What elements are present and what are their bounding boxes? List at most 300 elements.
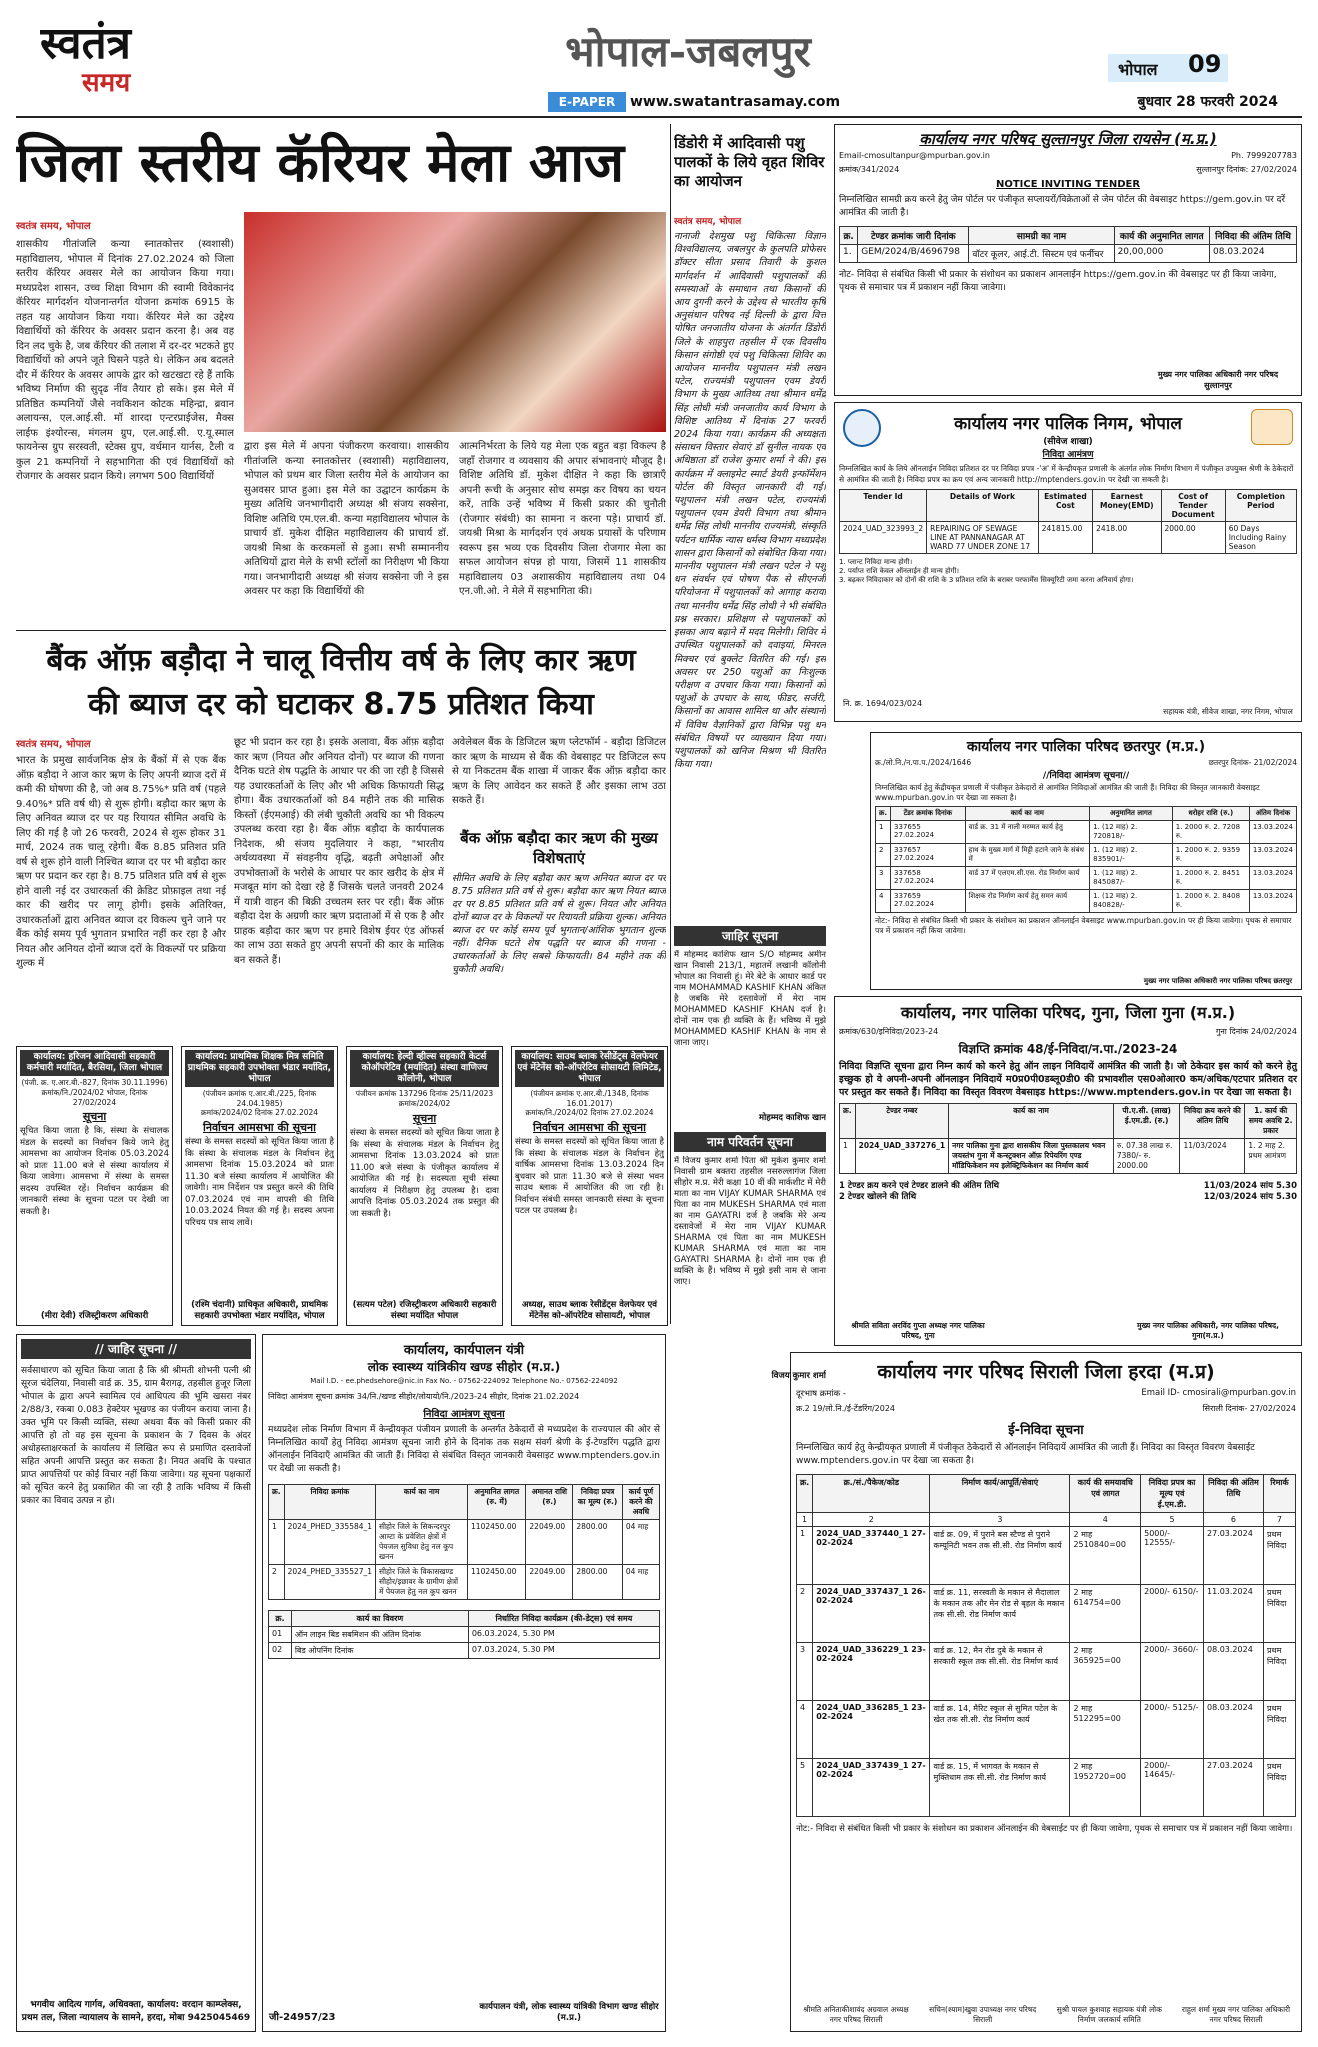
cell: 2 माह 365925=00 xyxy=(1070,1643,1141,1701)
coop-heading: सूचना xyxy=(412,1112,437,1125)
tender-table xyxy=(875,806,1297,913)
th: क्र. xyxy=(876,807,891,821)
table-row xyxy=(269,1627,660,1643)
name-change-notice xyxy=(674,1132,826,1386)
coop-title: कार्यालय: हरिजन आदिवासी सहकारी कर्मचारी मर्यादित, बैरसिया, जिला भोपाल xyxy=(20,1050,169,1076)
cell: 08.03.2024 xyxy=(1203,1701,1263,1759)
tender-chhatarpur xyxy=(870,732,1302,990)
tender-table xyxy=(268,1484,660,1600)
th-sr: क्र. xyxy=(269,1485,285,1520)
coop-body: संस्था के समस्त सदस्यों को सूचित किया जाता है कि संस्था के संचालक मंडल के निर्वाचन हेतु आमसभा दिनांक 13.03.2024 को प्रातः 11.00 बजे संस्था के पंजीकृत कार्यालय में आयोजित की गई है। सदस्यता सूची संस्था कार्यालय में निरीक्षण हेतु उपलब्ध है। दावा आपत्ति दिनांक 05.03.2024 तक प्रस्तुत की जा सकती है। xyxy=(350,1128,499,1219)
th-work: कार्य का नाम xyxy=(376,1485,468,1520)
table-row xyxy=(269,1520,660,1565)
cell: 5000/- 12555/- xyxy=(1141,1527,1204,1585)
cell: 60 Days Including Rainy Season xyxy=(1225,522,1296,554)
cell: 2024_UAD_336229_1 23-02-2024 xyxy=(813,1643,930,1701)
features-text: सीमित अवधि के लिए बड़ौदा कार ऋण अनियत ब्याज दर पर 8.75 प्रतिशत प्रति वर्ष से शुरू। बड़ौदा कार ऋण नियत ब्याज दर पर 8.85 प्रतिशत प्रति वर्ष से शुरू। नियत और अनियत दोनों ब्याज दर के विकल्पों पर रियायती प्रक्रिया शुल्क। अनियत ब्याज दर पर कोई समय पूर्व भुगतान/आंशिक भुगतान शुल्क नहीं। दैनिक घटते शेष पद्धति पर ब्याज की गणना - उधारकर्ताओं के लिए सबसे किफायती। 84 महीने तक की चुकौती अवधि। xyxy=(452,873,666,975)
cell: 04 माह xyxy=(622,1520,659,1565)
cell: 08.03.2024 xyxy=(1210,245,1297,263)
coop-reg: (पंजीयन क्रमांक ए.आर.बी./1348, दिनांक 16.01.2017) xyxy=(530,1089,649,1108)
tender-intro: निम्नलिखित सामग्री क्रय करने हेतु जेम पोर्टल पर पंजीकृत सप्लायरों/विक्रेताओं से जेम पोर्टल की वेबसाइट https://gem.gov.in पर दरें आमंत्रित की जाती है। xyxy=(839,195,1286,218)
cell: 2024_PHED_335584_1 xyxy=(284,1520,375,1565)
th: Details of Work xyxy=(927,490,1039,522)
story-col-3: अवेलेबल बैंक के डिजिटल ऋण प्लेटफॉर्म - बड़ौदा डिजिटल कार ऋण के माध्यम से बैंक की वेबसाइट पर डिजिटल रूप से या निकटतम बैंक शाखा में जाकर बैंक ऑफ़ बड़ौदा कार ऋण के लिए आवेदन कर सकते हैं और इसका लाभ उठा सकते हैं। xyxy=(452,737,666,806)
office-title: कार्यालय नगर पालिक निगम, भोपाल xyxy=(954,414,1182,434)
th: कार्य की अनुमानित लागत xyxy=(1114,227,1209,245)
headline: जिला स्तरीय कॅरियर मेला आज xyxy=(16,131,625,194)
coop-ref: क्रमांक/2024/02 xyxy=(398,1099,451,1108)
cell: 4 xyxy=(876,890,891,913)
notice-text: मैं विजय कुमार शर्मा पिता श्री मुकेश कुमार शर्मा निवासी ग्राम बक्तरा तहसील नसरुल्लागंज जिला सीहोर म.प्र. मेरी कक्षा 10 वीं की मार्कशीट में मेरी माता का नाम VIJAY KUMAR SHARMA एवं पिता का नाम MUKESH SHARMA एवं माता का नाम GAYATRI दर्ज है जबकि मेरे अन्य दस्तावेजों में मेरा नाम VIJAY KUMAR SHARMA एवं पिता का नाम MUKESH KUMAR SHARMA एवं माता का नाम GAYATRI SHARMA है। दोनों नाम एक ही व्यक्ति के हैं। भविष्य में मुझे इसी नाम से जाना जाए। xyxy=(674,1156,826,1287)
cell: 1. 2000 रु. 2. 8451 रु. xyxy=(1172,867,1249,890)
story-career-fair xyxy=(16,124,666,624)
coop-notice-1 xyxy=(16,1046,173,1326)
table-row xyxy=(876,890,1297,913)
cell: 2800.00 xyxy=(573,1520,622,1565)
coop-ref: क्रमांक/नि./2024/02 दिनांक 27.02.2024 xyxy=(525,1108,654,1117)
cell: GEM/2024/B/4696798 xyxy=(858,245,969,263)
th-tender-no: निविदा क्रमांक xyxy=(284,1485,375,1520)
th: निर्माण कार्य/आपूर्ति/सेवाएं xyxy=(930,1475,1070,1513)
table-row xyxy=(876,867,1297,890)
th: कार्य की समयावधि एवं लागत xyxy=(1070,1475,1141,1513)
cell: 06.03.2024, 5.30 PM xyxy=(468,1627,659,1643)
cell: 13.03.2024 xyxy=(1249,890,1296,913)
cell: सीहोर जिले के सिकन्दरपुर आम्टा के प्रवेशित क्षेत्रों में पेयजल सुविधा हेतु नल कूप खनन xyxy=(376,1520,468,1565)
tender-heading: //निविदा आमंत्रण सूचना// xyxy=(1042,771,1130,781)
office-title: कार्यालय, कार्यपालन यंत्री xyxy=(403,1343,525,1358)
tender-ref: क्र./लो.नि./न.पा.प./2024/1646 xyxy=(875,758,972,767)
coop-sign: (मीरा देवी) रजिस्ट्रीकरण अधिकारी xyxy=(40,1311,149,1321)
col-num: 1 xyxy=(797,1513,813,1527)
tender-heading: ई-निविदा सूचना xyxy=(1008,1423,1084,1438)
cell: 2000.00 xyxy=(1161,522,1225,554)
cell: प्रथम निविदा xyxy=(1263,1643,1295,1701)
note-2: 2. पर्याप्त राशि केवल ऑनलाईन ही मान्य होगी। xyxy=(839,567,960,575)
th: टेंडर क्रमांक दिनांक xyxy=(891,807,966,821)
cell: वार्ड क्र. 09, में पुराने बस स्टैण्ड से पुराने कम्यूनिटी भवन तक सी.सी. रोड निर्माण कार्य xyxy=(930,1527,1070,1585)
th: Completion Period xyxy=(1225,490,1296,522)
cell: 2800.00 xyxy=(573,1565,622,1600)
note-1: 1. प्लान्ट निविदा मान्य होगी। xyxy=(839,558,913,566)
th: टेण्डर नम्बर xyxy=(855,1104,949,1139)
cell: 20,00,000 xyxy=(1114,245,1209,263)
office-title: कार्यालय नगर परिषद सिराली जिला हरदा (म.प्र) xyxy=(877,1361,1215,1383)
tender-heading: विज्ञप्ति क्रमांक 48/ई-निविदा/न.पा./2023-24 xyxy=(958,1042,1178,1056)
coop-title: कार्यालय: प्राथमिक शिक्षक मित्र समिति प्राथमिक सहकारी उपभोक्ता भंडार मर्यादित, भोपाल xyxy=(185,1050,334,1087)
sign-right: मुख्य नगर पालिका अधिकारी, नगर पालिका परिषद, गुना(म.प्र.) xyxy=(1137,1321,1279,1340)
cell: सीहोर जिले के विकासखण्ड सीहोर/इछावर के ग्रामीण क्षेत्रों में पेयजल हेतु नल कूप खनन xyxy=(376,1565,468,1600)
cell: नगर पालिका गुना द्वारा शासकीय जिला पुस्तकालय भवन जयस्तंभ गुना में कन्स्ट्रक्शन ऑफ़ रिपेयरिंग एण्ड मॉडिफिकेशन मय इलेक्ट्रिफिकेशन का निर्माण कार्य xyxy=(949,1139,1114,1174)
th: कार्य का नाम xyxy=(965,807,1090,821)
table-row xyxy=(876,844,1297,867)
tender-ref: निविदा आमंत्रण सूचना क्रमांक 34/नि./खण्ड सीहोर/लोयायो/नि./2023-24 सीहोर, दिनांक 21.02.2024 xyxy=(268,1392,580,1401)
th: क्र./सं./पैकेज/कोड xyxy=(813,1475,930,1513)
table-row xyxy=(269,1643,660,1659)
coop-reg: (पंजीयन क्रमांक ए.आर.बी./225, दिनांक 24.04.1985) xyxy=(202,1089,317,1108)
epaper-label: E-PAPER xyxy=(548,92,626,112)
col-num: 3 xyxy=(930,1513,1070,1527)
city-label: भोपाल xyxy=(1118,60,1158,79)
th: Cost of Tender Document xyxy=(1161,490,1225,522)
cell: बिड ओपनिंग दिनांक xyxy=(291,1643,468,1659)
cell: 2000/- 14645/- xyxy=(1141,1759,1204,1817)
cell: REPAIRING OF SEWAGE LINE AT PANNANAGAR AT WARD 77 UNDER ZONE 17 xyxy=(927,522,1039,554)
tender-heading: निविदा आमंत्रण सूचना xyxy=(423,1409,505,1420)
table-row xyxy=(797,1701,1296,1759)
th: धरोहर राशि (रु.) xyxy=(1172,807,1249,821)
th: पी.ए.सी. (लाख) ई.एम.डी. (रु.) xyxy=(1113,1104,1180,1139)
cell: 2024_PHED_335527_1 xyxy=(284,1565,375,1600)
cell: 07.03.2024, 5.30 PM xyxy=(468,1643,659,1659)
tender-note: नोट- निविदा से संबंधित किसी भी प्रकार के संशोधन का प्रकाशन आनलाईन https://gem.gov.in की वेबसाइट पर ही किया जावेगा, पृथक से समाचार पत्र में प्रकाशन नहीं किया जावेगा। xyxy=(839,270,1277,293)
notice-title: जाहिर सूचना xyxy=(674,926,826,946)
cell: 337655 27.02.2024 xyxy=(891,821,966,844)
cell: 3 xyxy=(797,1643,813,1701)
coop-ref: क्रमांक/नि./2024/02 भोपाल, दिनांक 27/02/2024 xyxy=(41,1088,148,1107)
cell: 13.03.2024 xyxy=(1249,821,1296,844)
anniversary-icon xyxy=(1251,409,1293,445)
tender-table xyxy=(796,1474,1296,1817)
masthead xyxy=(0,0,1318,118)
cell: 2 माह 614754=00 xyxy=(1070,1585,1141,1643)
coop-sign: (सत्यम पटेल) रजिस्ट्रीकरण अधिकारी सहकारी संस्था मर्यादित भोपाल xyxy=(352,1300,497,1321)
tender-table xyxy=(839,1103,1297,1174)
table-row xyxy=(876,821,1297,844)
cell: 2 माह 1952720=00 xyxy=(1070,1759,1141,1817)
tender-heading: NOTICE INVITING TENDER xyxy=(995,179,1141,190)
cell: 08.03.2024 xyxy=(1203,1643,1263,1701)
tender-intro: निम्नलिखित कार्य हेतु केन्द्रीयकृत प्रणाली में पंजीकृत ठेकेदारों से ऑनलाईन निविदायें आमंत्रित की जाती हैं। निविदा का विस्तृत विवरण वेबसाईट www.mptenders.gov.in पर देखा जा सकता है। xyxy=(796,1443,1255,1466)
cell: 1 xyxy=(840,1139,856,1174)
headline: डिंडोरी में आदिवासी पशु पालकों के लिये वृहत शिविर का आयोजन xyxy=(674,134,825,190)
cell: 2 xyxy=(876,844,891,867)
cell: शिक्षक रोड निर्माण कार्य हेतु समन कार्य xyxy=(965,890,1090,913)
tender-date: गुना दिनांक 24/02/2024 xyxy=(1215,1027,1297,1036)
tender-guna xyxy=(834,996,1302,1346)
story-divider xyxy=(16,630,666,631)
cell: 1 xyxy=(876,821,891,844)
coop-heading: निर्वाचन आमसभा की सूचना xyxy=(202,1121,316,1134)
note-3: 3. बढ़कर निविदाकार को दोनों की राशि के 3 प्रतिशत राशि के बराबर परफार्मेंस सिक्यूरिटी जमा करना अनिवार्य होगा। xyxy=(839,576,1134,584)
features-box xyxy=(452,828,666,1038)
notice-text: सर्वसाधारण को सूचित किया जाता है कि श्री श्रीमती शोभनी पत्नी श्री सूरज चंदेलिया, निवासी वार्ड क्र. 35, ग्राम बैरागढ़, तहसील हुजूर जिला भोपाल के द्वारा अपने स्वामित्व एवं आधिपत्य की भूमि खसरा नंबर 2/88/3, रकबा 0.083 हेक्टेयर भूखण्ड का पंजीयन कराया जाना है। उक्त भूमि पर किसी व्यक्ति, संस्था अथवा बैंक को किसी प्रकार की आपत्ति हो तो वह इस सूचना के प्रकाशन के 7 दिवस के अंदर अधोहस्ताक्षरकर्ता के कार्यालय में लिखित रूप से प्रमाणित दस्तावेजों सहित अपनी आपत्ति प्रस्तुत कर सकता है। नियत अवधि के पश्चात प्राप्त आपत्तियों पर कोई विचार नहीं किया जावेगा। यह सूचना पक्षकारों को सूचित करने हेतु प्रकाशित की जा रही है ताकि भविष्य में किसी प्रकार का विवाद उत्पन्न न हो। xyxy=(21,1366,251,1506)
tender-intro: निम्नलिखित कार्य के लिये ऑनलाईन निविदा प्रतिशत दर पर निविदा प्रपत्र -'अ' में केन्द्रीयकृत प्रणाली के अंतर्गत लोक निर्माण विभाग में पंजीकृत उपयुक्त श्रेणी के ठेकेदारों से आमंत्रित की जाती है। निविदा प्रपत्र का क्रय एवं अन्य जानकारी http://mptenders.gov.in पर देखी जा सकती है। xyxy=(839,464,1294,484)
sign-left: श्रीमति सविता अरविंद गुप्ता अध्यक्ष नगर पालिका परिषद, गुना xyxy=(851,1321,985,1340)
tender-table xyxy=(839,226,1297,263)
issue-date: बुधवार 28 फरवरी 2024 xyxy=(1137,94,1278,110)
notice-text: मैं मोहम्मद काशिफ खान S/O मोहम्मद अमीन खान निवासी 213/1, महातमें लखानी कॉलोनी भोपाल का निवासी हूं। मेरे बेटे के आधार कार्ड पर नाम MOHAMMAD KASHIF KHAN अंकित है जबकि मेरे दस्तावेजों में मेरा नाम MOHAMMED KASHIF KHAN दर्ज है। दोनों नाम एक ही व्यक्ति के हैं। भविष्य में मुझे MOHAMMED KASHIF KHAN के नाम से जाना जाए। xyxy=(674,950,826,1048)
bmc-logo-icon xyxy=(843,409,881,447)
sign-3: सुश्री पायल कुशवाह सहायक यंत्री लोक निर्माण जलकार्य समिति xyxy=(1056,2005,1162,2024)
th: निविदा की अंतिम तिथि xyxy=(1203,1475,1263,1513)
cell: 1. (12 माह) 2. 840828/- xyxy=(1090,890,1173,913)
th: सामग्री का नाम xyxy=(969,227,1114,245)
tender-intro: निम्नलिखित कार्य हेतु केंद्रीयकृत प्रणाली में पंजीकृत ठेकेदारों से आमंत्रित निविदाओं आमंत्रित की जाती हैं। निविदा की विस्तृत जानकारी वेबसाइट www.mpurban.gov.in पर देखा जा सकता है। xyxy=(875,783,1260,802)
cell: 3 xyxy=(876,867,891,890)
cell: वार्ड क्र. 12, मैन रोड दुबे के मकान से सरकारी स्कूल तक सी.सी. रोड निर्माण कार्य xyxy=(930,1643,1070,1701)
cell: 1. (12 माह) 2. 720818/- xyxy=(1090,821,1173,844)
tender-ref: क्र.2 19/लो.नि./ई-टेंडरिंग/2024 xyxy=(796,1404,896,1413)
cell: 1. 2000 रु. 2. 8408 रु. xyxy=(1172,890,1249,913)
office-phone: Ph. 7999207783 xyxy=(1231,151,1297,160)
cell: वार्ड क्र. 14, मैरिट स्कूल से सुमित पटेल के खेत तक सी.सी. रोड निर्माण कार्य xyxy=(930,1701,1070,1759)
table-row xyxy=(269,1565,660,1600)
office-title: कार्यालय नगर पालिका परिषद छतरपुर (म.प्र.) xyxy=(966,739,1206,755)
cell: 1102450.00 xyxy=(468,1565,526,1600)
key-date-2-value: 12/03/2024 सांय 5.30 xyxy=(1203,1192,1297,1202)
coop-notices xyxy=(16,1046,668,1326)
th: अंतिम दिनांक xyxy=(1249,807,1296,821)
tender-intro: निविदा विज्ञप्ति सूचना द्वारा निम्न कार्य को करने हेतु ऑन लाइन निविदायें आमंत्रित की जाती है। जो ठेकेदार इस कार्य को करने हेतु इच्छुक हो वे अपनी-अपनी ऑनलाइन निविदायें म0प्र0पी0डब्लू0डी0 की प्रभावशील एस0ओआर0 कम/अधिक/एटपार प्रतिशत दर पर प्रस्तुत कर सकते हैं। निविदा का विस्तृत विवरण वेबसाइड https://www.mptenders.gov.in पर देखा जा सकता है। xyxy=(839,1061,1297,1098)
col-num: 2 xyxy=(813,1513,930,1527)
key-date-1-value: 11/03/2024 सांय 5.30 xyxy=(1203,1181,1297,1191)
cell: 22049.00 xyxy=(526,1520,573,1565)
office-sub: (सीवेज शाखा) xyxy=(1043,437,1093,447)
cell: 2000/- 5125/- xyxy=(1141,1701,1204,1759)
col-num: 6 xyxy=(1203,1513,1263,1527)
table-row xyxy=(797,1585,1296,1643)
th: Earnest Money(EMD) xyxy=(1093,490,1161,522)
th: क्र. xyxy=(840,227,858,245)
coop-heading: निर्वाचन आमसभा की सूचना xyxy=(532,1121,646,1134)
cell: 02 xyxy=(269,1643,292,1659)
cell: हाथ के मुख्य मार्ग में मिट्टी हटाने जाने के संबंध में xyxy=(965,844,1090,867)
logo-top: स्वतंत्र xyxy=(40,20,131,69)
table-row xyxy=(797,1643,1296,1701)
cell: 2000/- 6150/- xyxy=(1141,1585,1204,1643)
cell: 27.03.2024 xyxy=(1203,1527,1263,1585)
key-dates-table xyxy=(268,1610,660,1659)
byline: स्वतंत्र समय, भोपाल xyxy=(674,217,742,227)
th: Tender Id xyxy=(840,490,927,522)
edition-title: भोपाल-जबलपुर xyxy=(565,27,811,76)
coop-notice-4 xyxy=(511,1046,668,1326)
cell: 01 xyxy=(269,1627,292,1643)
coop-title: कार्यालय: साउथ ब्लाक रेसीडेंट्स वेलफेयर एवं मेंटेनेंस को-ऑपरेटिव सोसायटी लिमिटेड, भोपाल xyxy=(515,1050,664,1087)
story-dindori xyxy=(674,134,826,924)
th: टेण्डर क्रमांक जारी दिनांक xyxy=(858,227,969,245)
cell: 1. 2000 रु. 2. 9359 रु. xyxy=(1172,844,1249,867)
th: कार्य का नाम xyxy=(949,1104,1114,1139)
th: 1. कार्य की समय अवधि 2. प्रकार xyxy=(1245,1104,1297,1139)
story-col-1: भारत के प्रमुख सार्वजनिक क्षेत्र के बैंकों में से एक बैंक ऑफ़ बड़ौदा ने आज कार ऋण के लिए अपनी ब्याज दरों में कमी की घोषणा की है, जो अब 8.75%* प्रति वर्ष (पहले 9.40%* प्रति वर्ष थी) से शुरू होगी। बड़ौदा कार ऋण के लिए अनिवत ब्याज दर पर यह रियायत सीमित अवधि के लिए की गई है जो 26 फरवरी, 2024 से शुरू होकर 31 मार्च, 2024 तक चालू रहेगी। बैंक 8.85 प्रतिशत प्रति वर्ष से शुरू होने वाली निश्चित ब्याज दर पर भी बड़ौदा कार ऋण पर प्रदान कर रहा है। 8.75 प्रतिशत प्रति वर्ष से शुरू होने वाली नई दर उधारकर्ता की क्रेडिट प्रोफ़ाइल तथा नई कार की खरीद पर लागू होगी। इसके अतिरिक्त, उधारकर्ताओं द्वारा अनिवत ब्याज दर विकल्प चुने जाने पर बैंक कोई समय पूर्व भुगतान प्रभारित नहीं कर रहा है और नियत और अनियत दोनों ब्याज दरों के विकल्पों पर प्रक्रिया शुल्क में xyxy=(16,755,226,969)
table-row xyxy=(840,1139,1297,1174)
cell: 2 माह 2510840=00 xyxy=(1070,1527,1141,1585)
coop-reg: पंजीयन क्रमांक 137296 दिनांक 25/11/2023 xyxy=(355,1089,494,1098)
th: क्र. xyxy=(797,1475,813,1513)
tender-heading: निविदा आमंत्रण xyxy=(1042,450,1094,460)
table-row xyxy=(840,522,1297,554)
cell: 4 xyxy=(797,1701,813,1759)
th: रिमार्क xyxy=(1263,1475,1295,1513)
th: Estimated Cost xyxy=(1038,490,1092,522)
office-email: Email ID- cmosirali@mpurban.gov.in xyxy=(1141,1388,1296,1398)
coop-sign: (रश्मि चंदानी) प्राधिकृत अधिकारी, प्राथमिक सहकारी उपभोक्ता भंडार मर्यादित, भोपाल xyxy=(191,1300,328,1321)
byline: स्वतंत्र समय, भोपाल xyxy=(16,739,91,750)
office-email: Email-cmosultanpur@mpurban.gov.in xyxy=(839,151,990,160)
tender-ref: क्रमांक/341/2024 xyxy=(839,165,900,174)
th: क्र. xyxy=(840,1104,856,1139)
cell: 27.03.2024 xyxy=(1203,1759,1263,1817)
tender-sign: मुख्य नगर पालिका अधिकारी नगर परिषद सुल्तानपुर xyxy=(1157,370,1279,390)
office-title: कार्यालय, नगर पालिका परिषद, गुना, जिला गुना (म.प्र.) xyxy=(900,1003,1236,1022)
header-rule xyxy=(16,116,1302,118)
cell: रु. 07.38 लाख रु. 7380/- रु. 2000.00 xyxy=(1113,1139,1180,1174)
notice-title: नाम परिवर्तन सूचना xyxy=(674,1132,826,1152)
tender-sign: सहायक यंत्री, सीवेज शाखा, नगर निगम, भोपाल xyxy=(1163,707,1293,716)
col-num: 7 xyxy=(1263,1513,1295,1527)
cell: वॉटर कूलर, आई.टी. सिस्टम एवं फर्नीचर xyxy=(969,245,1114,263)
cell: 1 xyxy=(797,1527,813,1585)
coop-title: कार्यालय: हेल्दी व्हील्स सहकारी केटर्स कोऑपरेटिव (मर्यादित) संस्था वाणिज्य कॉलोनी, भोपाल xyxy=(350,1050,499,1087)
th-form: निविदा प्रपत्र का मूल्य (रु.) xyxy=(573,1485,622,1520)
cell: 337658 27.02.2024 xyxy=(891,867,966,890)
coop-notice-2 xyxy=(181,1046,338,1326)
features-title: बैंक ऑफ़ बड़ौदा कार ऋण की मुख्य विशेषताएं xyxy=(460,829,658,867)
public-notice-bottom xyxy=(16,1334,256,2032)
table-row xyxy=(840,245,1297,263)
cell: 2000/- 3660/- xyxy=(1141,1643,1204,1701)
notice-sign: भगवीय आदित्य गार्गव, अधिवक्ता, कार्यालय: वरदान काम्प्लेक्स, प्रथम तल, जिला न्यायालय के सामने, हरदा, मोबा 9425045469 xyxy=(21,2000,251,2023)
sign-4: राहुल शर्मा मुख्य नगर पालिका अधिकारी नगर परिषद सिराली xyxy=(1181,2005,1291,2024)
cell: 1. xyxy=(840,245,858,263)
cell: 2024_UAD_336285_1 23-02-2024 xyxy=(813,1701,930,1759)
office-subtitle: लोक स्वास्थ्य यांत्रिकीय खण्ड सीहोर (म.प्र.) xyxy=(367,1360,561,1374)
tender-sultanpur xyxy=(834,124,1302,396)
tender-date: सुल्तानपुर दिनांक: 27/02/2024 xyxy=(1196,165,1297,174)
th: निविदा क्रय करने की अंतिम तिथि xyxy=(1180,1104,1245,1139)
th-sr: क्र. xyxy=(269,1611,292,1627)
th-date: निर्धारित निविदा कार्यक्रम (की-डेट्स) एवं समय xyxy=(468,1611,659,1627)
tender-date: सिराली दिनांक- 27/02/2024 xyxy=(1202,1404,1296,1413)
th-desc: कार्य का विवरण xyxy=(291,1611,468,1627)
tender-date: छतरपुर दिनांक- 21/02/2024 xyxy=(1208,758,1297,767)
ad-code: जी-24957/23 xyxy=(269,2012,336,2023)
cell: प्रथम निविदा xyxy=(1263,1701,1295,1759)
cell: 2024_UAD_337276_1 xyxy=(855,1139,949,1174)
cell: 2 xyxy=(269,1565,285,1600)
cell: 04 माह xyxy=(622,1565,659,1600)
public-notice-mid xyxy=(674,926,826,1128)
cell: 22049.00 xyxy=(526,1565,573,1600)
cell: 2024_UAD_323993_2 xyxy=(840,522,927,554)
office-contact: Mail I.D. - ee.phedsehore@nic.in Fax No. - 07562-224092 Telephone No.- 07562-224092 xyxy=(310,1377,618,1385)
tender-ref: नि. क्र. 1694/023/024 xyxy=(843,699,923,708)
cell: 1. 2000 रु. 2. 7208 रु. xyxy=(1172,821,1249,844)
coop-body: संस्था के समस्त सदस्यों को सूचित किया जाता है कि संस्था के संचालक मंडल के निर्वाचन हेतु वार्षिक आमसभा दिनांक 13.03.2024 दिन बुधवार को प्रातः 11.30 बजे से संस्था भवन साउथ ब्लाक में आयोजित की जा रही है। निर्वाचन संबंधी समस्त जानकारी संस्था के सूचना पटल पर उपलब्ध है। xyxy=(515,1137,664,1216)
cell: 1. (12 माह) 2. 835901/- xyxy=(1090,844,1173,867)
headline-line-1: बैंक ऑफ़ बड़ौदा ने चालू वित्तीय वर्ष के लिए कार ऋण xyxy=(46,643,636,678)
coop-body: सूचित किया जाता है कि, संस्था के संचालक मंडल के सदस्यों का निर्वाचन किये जाने हेतु आमसभा का आयोजन दिनांक 05.03.2024 को प्रातः 11.00 बजे से संस्था कार्यालय में किया जावेगा। आमसभा में संस्था के समस्त सदस्य उपस्थित रहें। निर्वाचन कार्यक्रम की जानकारी संस्था के सूचना पटल पर देखी जा सकती है। xyxy=(20,1126,169,1217)
key-date-1-label: 1 टेण्डर क्रय करने एवं टेण्डर डालने की अंतिम तिथि xyxy=(839,1181,1000,1191)
cell: प्रथम निविदा xyxy=(1263,1585,1295,1643)
cell: 1102450.00 xyxy=(468,1520,526,1565)
coop-ref: क्रमांक/2024/02 दिनांक 27.02.2024 xyxy=(200,1108,319,1117)
th-emd: अमानत राशि (रु.) xyxy=(526,1485,573,1520)
cell: 2024_UAD_337437_1 26-02-2024 xyxy=(813,1585,930,1643)
tender-sign: मुख्य नगर पालिका अधिकारी नगर पालिका परिषद छतरपुर xyxy=(1143,977,1293,985)
tender-note: नोट:- निविदा से संबंधित किसी भी प्रकार के संशोधन का प्रकाशन ऑनलाईन की वेबसाईट पर ही किया जावेगा, पृथक से समाचार पत्र में प्रकाशन नहीं किया जावेगा। xyxy=(796,1824,1293,1834)
th-period: कार्य पूर्ण करने की अवधि xyxy=(622,1485,659,1520)
tender-sirali xyxy=(790,1352,1302,2032)
cell: 241815.00 xyxy=(1038,522,1092,554)
tender-bhopal-nagar-nigam xyxy=(834,402,1302,722)
coop-sign: अध्यक्ष, साउथ ब्लाक रेसीडेंट्स वेलफेयर एवं मेंटेनेंस को-ऑपरेटिव सोसायटी, भोपाल xyxy=(521,1300,658,1321)
office-title: कार्यालय नगर परिषद सुल्तानपुर जिला रायसेन (म.प्र.) xyxy=(919,130,1217,148)
office-phone: दूरभाष क्रमांक - xyxy=(796,1389,846,1399)
cell: 2 xyxy=(797,1585,813,1643)
tender-body: मध्यप्रदेश लोक निर्माण विभाग में केन्द्रीयकृत पंजीयन प्रणाली के अन्तर्गत ठेकेदारों से मध्यप्रदेश के राज्यपाल की ओर से निम्नलिखित कार्यों हेतु निविदा आमंत्रण सूचना जारी होने के दिनांक तक सक्षम संवर्ग श्रेणी के ई-टेण्डरिंग पद्धति द्वारा ऑनलाईन निविदाएँ आमंत्रित की जाती हैं। निविदा से संबंधित विस्तृत जानकारी वेबसाइट www.mptenders.gov.in पर देखी जा सकती है। xyxy=(268,1425,660,1474)
cell: 2418.00 xyxy=(1093,522,1161,554)
website[interactable]: www.swatantrasamay.com xyxy=(630,94,841,110)
cell: वार्ड क्र. 15, में भागवत के मकान से मुक्तिधाम तक सी.सी. रोड निर्माण कार्य xyxy=(930,1759,1070,1817)
cell: 2024_UAD_337439_1 27-02-2024 xyxy=(813,1759,930,1817)
cell: 13.03.2024 xyxy=(1249,867,1296,890)
logo-bottom: समय xyxy=(82,68,131,98)
tender-sign: कार्यपालन यंत्री, लोक स्वास्थ्य यांत्रिकी विभाग खण्ड सीहोर (म.प्र.) xyxy=(479,2002,659,2023)
byline: स्वतंत्र समय, भोपाल xyxy=(16,221,91,232)
sign-2: सचिन(श्याम)खुवा उपाध्यक्ष नगर परिषद सिराली xyxy=(929,2005,1037,2024)
story-bob-car-loan xyxy=(16,630,666,1038)
story-col-2: छूट भी प्रदान कर रहा है। इसके अलावा, बैंक ऑफ़ बड़ौदा कार ऋण (नियत और अनियत दोनों) पर ब्याज की गणना दैनिक घटते शेष पद्धति के आधार पर की जा रही है जिससे यह उधारकर्ताओं के लिए और भी अधिक किफायती सिद्ध होगा। बैंक उधारकर्ताओं को 84 महीने तक की मासिक किस्तों (ईएमआई) की लंबी चुकौती अवधि का भी विकल्प उपलब्ध करवा रहा है। बैंक ऑफ़ बड़ौदा के कार्यपालक निदेशक, श्री संजय मुदलियार ने कहा, "भारतीय अर्थव्यवस्था में संवहनीय वृद्धि, बढ़ती अपेक्षाओं और उपभोक्ताओं के भरोसे के आधार पर कार खरीद के क्षेत्र में मजबूत मांग को देखा रहे हैं जिसके चलते जनवरी 2024 में यात्री वाहन की बिक्री उच्चतम स्तर पर रही। बैंक ऑफ़ बड़ौदा देश के अग्रणी कार ऋण प्रदाताओं में से एक है और ग्राहक बड़ौदा कार ऋण पर हमारे विशेष ईयर एंड ऑफर्स का लाभ उठा सकते हुए अपनी सपनों की कार के मालिक बन सकते हैं। xyxy=(234,737,444,966)
notice-sign: मोहम्मद काशिफ खान xyxy=(759,1113,826,1123)
story-col-3: आत्मनिर्भरता के लिये यह मेला एक बहुत बड़ा विकल्प है जहाँ रोजगार व व्यवसाय की अपार संभावनाएं मौजूद है। विशिष्ट अतिथि डॉ. मुकेश दीक्षित ने कहा कि छात्राएँ अपनी रूची के अनुसार सोच समझ कर विषय का चयन करें, ताकि उन्हें भविष्य में किसी प्रकार की चुनौती (रोजगार संबंधी) का सामना न करना पड़े। प्राचार्य डॉ. जयश्री मिश्रा के मार्गदर्शन एवं अथक प्रयासों के परिणाम स्वरूप इस भव्य एक दिवसीय जिला रोजगार मेला का सफल आयोजन संपन्न हो पाया, जिसमें 11 शासकीय महाविद्यालय 03 अशासकीय महाविद्यालय तथा 04 एन.जी.ओ. ने मेले में सहभागिता की। xyxy=(459,441,666,597)
notice-sign: विजय कुमार शर्मा xyxy=(771,1371,826,1381)
story-text: नानाजी देशमुख पशु चिकित्सा विज्ञान विश्वविद्यालय, जबलपुर के कुलपति प्रोफेसर डॉक्टर सीता प्रसाद तिवारी के कुशल मार्गदर्शन में आदिवासी पशुपालकों की समस्याओं के समाधान तथा किसानों की आय दुगनी करने के उद्देश्य से भारतीय कृषि अनुसंधान परिषद नई दिल्ली के द्वारा वित्त पोषित जनजातीय योजना के अंतर्गत डिंडोरी जिले के शाहपुरा तहसील में एक दिवसीय किसान संगोष्ठी एवं पशु चिकित्सा शिविर का आयोजन माननीय पशुपालन मंत्री लखन पटेल, राज्यमंत्री पशुपालन एवम डेयरी विभाग के मुख्य आतिथ्य तथा श्रीमान धर्मेद्र सिंह लोधी मंत्री जनजातीय कार्य विभाग के विशिष्ट आतिथ्य में दिनांक 27 फरवरी 2024 किया गया। कार्यक्रम की अध्यक्षता संसाधन विस्तार सेवाएं डॉ सुनील नायक एवं अधिष्ठाता डॉ राजेश कुमार शर्मा ने की। इस कार्यक्रम में क्लाइमेट स्मार्ट डेयरी इन्फॉर्मेशन पोर्टल की विस्तृत जानकारी दी गई। पशुपालन मंत्री लखन पटेल, राज्यमंत्री पशुपालन एवम डेयरी विभाग तथा श्रीमान धर्मेद्र सिंह लोधी माननीय राज्यमंत्री, संस्कृति पर्यटन धार्मिक न्यास धर्मस्व विभाग मध्यप्रदेश शासन द्वारा किसानों को संबोधित किया गया। माननीय पशुपालन मंत्री लखन पटेल ने पशु धन संवर्धन एवं पोषण पैक से सीएनजी परियोजना में पशुपालकों को आगाह कराया तथा माननीय धर्मेद्र सिंह लोधी ने भी संबंधित प्रश्न सरकार। प्रशिक्षण से पशुपालकों को इसका आय बढ़ाने में मदद मिलेगी। शिविर में उपस्थित पशुपालकों को दवाइयां, मिनरल मिक्चर एवं बुक्लेट वितरित की गई। इस अवसर पर 250 पशुओं का निःशुल्क परीक्षण व उपचार किया गया। किसानों को पशुओं के उपचार के साथ, फीडर, सर्जरी, किसानों का आवास शामिल था और संस्थानों में विविध वैज्ञानिकों द्वारा विभिन्न पशु धन संबंधित विषयों पर व्याख्यान दिया गया। पशुपालकों को खनिज मिश्रण भी वितरित किया गया। xyxy=(674,231,826,771)
cell: 5 xyxy=(797,1759,813,1817)
coop-reg: (पंजी. क्र. ए.आर.बी.-827, दिनांक 30.11.1996) xyxy=(21,1078,168,1087)
cell: 11.03.2024 xyxy=(1203,1585,1263,1643)
story-col-2: द्वारा इस मेले में अपना पंजीकरण करवाया। शासकीय गीतांजलि कन्या स्नातकोत्तर (स्वशासी) महाविद्यालय, भोपाल को प्रथम बार जिला स्तरीय मेले के आयोजन का सुअवसर प्राप्त हुआ। इस मेले का उद्घाटन कार्यक्रम के मुख्य अतिथि जनभागीदारी अध्यक्ष श्री संजय सक्सेना, विशिष्ट अतिथि एम.एल.बी. कन्या महाविद्यालय भोपाल के प्राचार्य डॉ. मुकेश दीक्षित महाविद्यालय की प्राचार्य डॉ. जयश्री मिश्रा के करकमलों से हुआ। सभी सम्माननीय अतिथियों द्वारा मेले के सभी स्टॉलों का निरीक्षण भी किया गया। जनभागीदारी अध्यक्ष श्री संजय सक्सेना जी ने इस अवसर पर कहा कि विद्यार्थियों की xyxy=(244,441,449,597)
tender-ref: क्रमांक/630/इनिविदा/2023-24 xyxy=(839,1027,939,1036)
column-rule xyxy=(670,124,671,1324)
page-number: 09 xyxy=(1188,50,1222,78)
cell: वार्ड 37 में एलएम.सी.एस. रोड निर्माण कार्य xyxy=(965,867,1090,890)
cell: 1. (12 माह) 2. 845087/- xyxy=(1090,867,1173,890)
table-row xyxy=(797,1527,1296,1585)
table-row xyxy=(797,1759,1296,1817)
tender-table xyxy=(839,489,1297,554)
th-cost: अनुमानित लागत (रु. में) xyxy=(468,1485,526,1520)
cell: 337657 27.02.2024 xyxy=(891,844,966,867)
th: निविदा की अंतिम तिथि xyxy=(1210,227,1297,245)
tender-note: नोट:- निविदा से संबंधित किसी भी प्रकार के संशोधन का प्रकाशन ऑनलाईन वेबसाइट www.mpurban.gov.in पर ही किया जावेगा। पृथक से समाचार पत्र में प्रकाशन नहीं किया जावेगा। xyxy=(875,916,1292,935)
cell: ऑन लाइन बिड सबमिशन की अंतिम दिनांक xyxy=(291,1627,468,1643)
cell: वार्ड क्र. 31 में नाली मरम्मत कार्य हेतु xyxy=(965,821,1090,844)
key-date-2-label: 2 टेण्डर खोलने की तिथि xyxy=(839,1192,917,1202)
coop-notice-3 xyxy=(346,1046,503,1326)
event-photo xyxy=(244,212,666,432)
cell: प्रथम निविदा xyxy=(1263,1527,1295,1585)
notice-title: // जाहिर सूचना // xyxy=(21,1339,251,1359)
sign-1: श्रीमति अनिताकीशावंद अग्रवाल अध्यक्ष नगर परिषद सिराली xyxy=(803,2005,909,2024)
cell: 2 माह 512295=00 xyxy=(1070,1701,1141,1759)
cell: 11/03/2024 xyxy=(1180,1139,1245,1174)
headline-line-2: की ब्याज दर को घटाकर 8.75 प्रतिशत किया xyxy=(88,687,594,722)
cell: 13.03.2024 xyxy=(1249,844,1296,867)
tender-phed-sehore xyxy=(262,1334,666,2032)
cell: 337659 27.02.2024 xyxy=(891,890,966,913)
cell: प्रथम निविदा xyxy=(1263,1759,1295,1817)
story-col-1: शासकीय गीतांजलि कन्या स्नातकोत्तर (स्वशासी) महाविद्यालय, भोपाल में दिनांक 27.02.2024 को जिला स्तरीय कॅरियर अवसर मेले का आयोजन किया गया। मध्यप्रदेश शासन, उच्च शिक्षा विभाग की स्वामी विवेकानंद कॅरियर मार्गदर्शन योजनान्तर्गत योजना क्रमांक 6915 के तहत यह आयोजन किया गया। कॅरियर मेले का उद्देश्य विद्यार्थियों को कॅरियर के अवसर प्रदान करना है। अब वह दिन लद चुके है, जब कॅरियर की तलाश में दर-दर भटकते हुए विद्यार्थियों को अपने जूते घिसने पड़ते थे। लेकिन अब बदलते दौर में कॅरियर के अवसर आपके द्वार को खटखटा रहे हैं ताकि भविष्य निर्माण की सुदृढ नींव तैयार हो सके। इस मेले में प्रतिष्ठित कम्पनियों जैसे नवकिशन कोटक महिन्द्रा, ब्रवान अलायन्स, एल.आई.सी. मॉ शारदा एन्टरप्राईजेस, मैक्स लाईफ इंश्योरन्स, मंगलम ग्रुप, एल.आई.सी. ए.यू.स्माल फायनेन्स ग्रुप सरस्वती, स्टेक्स ग्रुप, वर्धमान यार्नस, टैली व कुल 21 कम्पनियों ने सहभागिता की एवं विद्यार्थियों को रोजगार के अवसर प्रदान किये। लगभग 500 विद्यार्थियों xyxy=(16,239,234,482)
cell: 1 xyxy=(269,1520,285,1565)
cell: 2024_UAD_337440_1 27-02-2024 xyxy=(813,1527,930,1585)
col-num: 5 xyxy=(1141,1513,1204,1527)
coop-body: संस्था के समस्त सदस्यों को सूचित किया जाता है कि संस्था के संचालक मंडल के निर्वाचन हेतु आमसभा दिनांक 15.03.2024 को प्रातः 11.30 बजे संस्था कार्यालय में आयोजित की जावेगी। नाम निर्देशन पत्र प्रस्तुत करने की तिथि 07.03.2024 एवं नाम वापसी की तिथि 10.03.2024 नियत की गई है। सदस्य अपना परिचय पत्र साथ लावें। xyxy=(185,1137,334,1228)
coop-heading: सूचना xyxy=(82,1110,107,1123)
th: निविदा प्रपत्र का मूल्य एवं ई.एम.डी. xyxy=(1141,1475,1204,1513)
